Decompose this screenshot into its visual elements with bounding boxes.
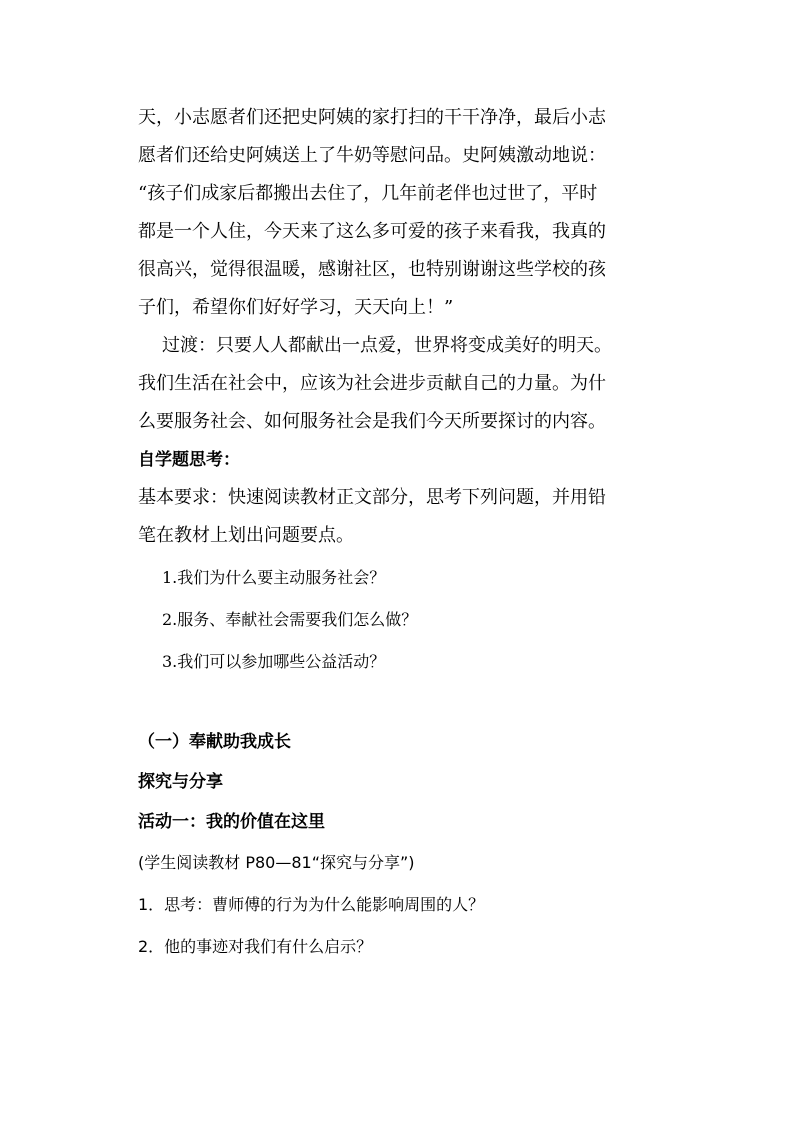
transition-line-3: 么要服务社会、如何服务社会是我们今天所要探讨的内容。 (138, 411, 606, 432)
story-line-3: “孩子们成家后都搬出去住了，几年前老伴也过世了，平时 (138, 183, 598, 204)
task-1: 1．思考：曹师傅的行为为什么能影响周围的人？ (138, 895, 485, 914)
task-2: 2．他的事迹对我们有什么启示？ (138, 937, 373, 956)
story-line-1: 天，小志愿者们还把史阿姨的家打扫的干干净净，最后小志 (138, 107, 606, 128)
requirement-line-1: 基本要求：快速阅读教材正文部分，思考下列问题，并用铅 (138, 487, 606, 508)
section-subheading: 探究与分享 (138, 772, 223, 792)
transition-line-2: 我们生活在社会中，应该为社会进步贡献自己的力量。为什 (138, 373, 606, 394)
story-line-2: 愿者们还给史阿姨送上了牛奶等慰问品。史阿姨激动地说： (138, 145, 606, 166)
story-line-5: 很高兴，觉得很温暖，感谢社区，也特别谢谢这些学校的孩 (138, 259, 606, 280)
question-1: 1.我们为什么要主动服务社会？ (162, 568, 386, 587)
requirement-line-2: 笔在教材上划出问题要点。 (138, 525, 354, 546)
reading-note: (学生阅读教材 P80—81“探究与分享”) (138, 853, 415, 872)
section-heading: （一）奉献助我成长 (138, 732, 291, 752)
question-3: 3.我们可以参加哪些公益活动？ (162, 652, 386, 671)
story-line-6: 子们，希望你们好好学习，天天向上！” (138, 297, 454, 318)
question-2: 2.服务、奉献社会需要我们怎么做？ (162, 610, 418, 629)
story-line-4: 都是一个人住，今天来了这么多可爱的孩子来看我，我真的 (138, 221, 606, 242)
transition-line-1: 过渡：只要人人都献出一点爱，世界将变成美好的明天。 (162, 335, 612, 356)
activity-heading: 活动一：我的价值在这里 (138, 812, 325, 832)
self-study-heading: 自学题思考： (138, 450, 240, 470)
